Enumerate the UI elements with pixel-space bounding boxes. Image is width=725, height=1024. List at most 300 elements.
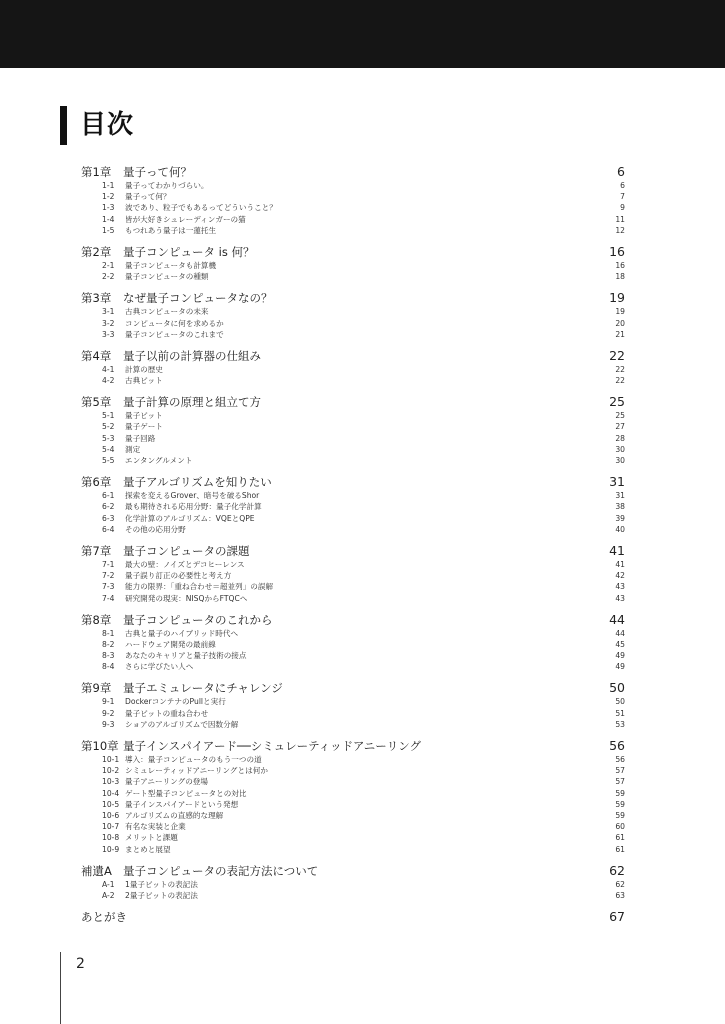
chapter-heading [81,290,273,306]
section-page-number: 21 [615,329,625,339]
chapter-entry[interactable] [81,394,625,410]
section-title: 古典と量子のハイブリッド時代へ [125,628,239,638]
chapter-page-number: 16 [609,243,625,259]
section-number: 8-3 [102,651,115,661]
chapter-title: 量子計算の原理と組立て方 [123,395,261,410]
chapter-entry[interactable] [81,164,625,180]
section-title: まとめと展望 [125,844,171,854]
section-heading [81,329,224,340]
toc-chapter [81,863,625,901]
section-number: 2-2 [102,272,115,282]
section-title: コンピュータに何を求めるか [125,318,224,328]
section-page-number: 43 [615,593,625,603]
toc-chapter [81,909,625,925]
section-title: 能力の限界：「重ね合わせ＝超並列」の誤解 [125,582,274,592]
section-page-number: 60 [615,822,625,832]
section-number: 3-2 [102,318,115,328]
section-heading [81,765,268,776]
section-page-number: 56 [615,755,625,764]
section-entry[interactable] [81,191,625,202]
section-number: 1-2 [102,192,115,202]
section-entry[interactable] [81,593,625,604]
chapter-heading [81,394,261,410]
section-heading [81,832,178,843]
section-page-number: 7 [620,192,625,202]
section-title: シミュレーティッドアニーリングとは何か [125,766,268,776]
page-number: 2 [76,956,85,972]
section-heading [81,650,247,661]
chapter-title: 量子コンピュータ is 何？ [123,244,255,259]
chapter-page-number: 6 [617,164,625,179]
section-entry[interactable] [81,719,625,730]
section-number: 7-4 [102,593,115,603]
section-title: 量子コンピュータのこれまで [125,329,224,339]
section-number: 10-5 [102,799,120,809]
section-page-number: 19 [615,307,625,317]
chapter-spacer [81,386,625,394]
section-number: 10-8 [102,833,120,843]
section-title: アルゴリズムの直感的な理解 [125,810,224,820]
section-title: 量子ビットの重ね合わせ [125,708,209,718]
section-entry[interactable] [81,879,625,890]
section-entry[interactable] [81,524,625,535]
section-page-number: 43 [615,582,625,592]
section-heading [81,271,209,282]
title-accent-bar [60,106,67,145]
section-page-number: 39 [615,513,625,523]
chapter-spacer [81,236,625,244]
section-page-number: 49 [615,651,625,661]
chapter-heading [81,738,421,754]
chapter-heading [81,612,273,628]
section-title: 計算の歴史 [125,364,163,374]
chapter-title: あとがき [81,910,127,925]
chapter-number: 第9章 [81,681,112,696]
chapter-title: 量子インスパイアード──シミュレーティッドアニーリング [123,739,422,753]
chapter-number: 第4章 [81,348,112,363]
section-page-number: 53 [615,719,625,729]
section-number: 7-1 [102,559,115,569]
section-title: 1量子ビットの表記法 [125,879,198,889]
section-number: 5-3 [102,433,115,443]
section-entry[interactable] [81,708,625,719]
section-entry[interactable] [81,318,625,329]
section-title: 化学計算のアルゴリズム：VQEとQPE [125,513,255,523]
section-entry[interactable] [81,559,625,570]
section-heading [81,810,223,821]
chapter-number: 第10章 [81,739,119,753]
chapter-spacer [81,901,625,909]
section-number: 5-5 [102,456,115,465]
section-page-number: 44 [615,628,625,638]
section-title: 古典コンピュータの未来 [125,307,209,317]
chapter-heading [81,543,250,559]
chapter-spacer [81,672,625,680]
chapter-page-number: 44 [609,611,625,627]
section-heading [81,559,245,570]
section-number: 1-4 [102,214,115,224]
section-entry[interactable] [81,214,625,225]
section-heading [81,776,208,787]
section-entry[interactable] [81,444,625,455]
section-title: 最も期待される応用分野：量子化学計算 [125,502,262,512]
section-number: 10-1 [102,755,120,764]
section-page-number: 61 [615,844,625,854]
toc-chapter [81,680,625,730]
section-heading [81,501,262,512]
section-title: 研究開発の現実：NISQからFTQCへ [125,593,248,603]
section-heading [81,318,224,329]
section-entry[interactable] [81,844,625,855]
section-heading [81,879,198,890]
section-heading [81,306,209,317]
section-heading [81,433,155,444]
toc-chapter [81,474,625,535]
chapter-title: 量子コンピュータの課題 [123,543,250,558]
section-title: 量子ってわかりづらい。 [125,181,209,190]
section-title: 量子ビット [125,411,163,421]
section-page-number: 61 [615,833,625,843]
section-page-number: 22 [615,364,625,374]
section-page-number: 20 [615,318,625,328]
section-number: 9-2 [102,708,115,718]
section-entry[interactable] [81,410,625,421]
section-entry[interactable] [81,765,625,776]
chapter-page-number: 25 [609,394,625,410]
section-number: 1-1 [102,181,115,190]
chapter-entry[interactable] [81,348,625,364]
section-entry[interactable] [81,832,625,843]
section-title: 導入：量子コンピュータのもう一つの道 [125,755,262,764]
section-number: 4-2 [102,376,115,386]
section-heading [81,890,198,901]
chapter-entry[interactable] [81,738,625,754]
section-page-number: 63 [615,890,625,900]
section-heading [81,754,262,765]
section-title: 量子アニーリングの登場 [125,777,208,787]
section-title: 古典ビット [125,376,163,386]
section-number: A-2 [102,890,115,900]
section-entry[interactable] [81,375,625,386]
section-page-number: 45 [615,639,625,649]
section-title: もつれあう量子は一蓮托生 [125,225,217,235]
section-number: 10-9 [102,844,120,854]
section-page-number: 49 [615,662,625,672]
section-heading [81,375,163,386]
section-title: ゲート型量子コンピュータとの対比 [125,788,247,798]
chapter-heading [81,680,283,696]
section-page-number: 62 [615,879,625,889]
section-page-number: 41 [615,559,625,569]
section-number: 4-1 [102,364,115,374]
section-title: ショアのアルゴリズムで因数分解 [125,719,239,729]
section-heading [81,444,140,455]
section-heading [81,260,216,271]
section-entry[interactable] [81,890,625,901]
section-heading [81,708,208,719]
section-page-number: 59 [615,810,625,820]
section-title: あなたのキャリアと量子技術の接点 [125,651,247,661]
section-entry[interactable] [81,754,625,765]
chapter-title: 量子エミュレータにチャレンジ [123,681,283,696]
section-title: 量子って何？ [125,192,171,202]
section-entry[interactable] [81,776,625,787]
chapter-entry[interactable] [81,863,625,879]
section-page-number: 18 [615,272,625,282]
section-entry[interactable] [81,490,625,501]
chapter-entry[interactable] [81,612,625,628]
toc-chapter [81,394,625,466]
section-title: ハードウェア開発の最前線 [125,639,216,649]
section-number: 5-2 [102,422,115,432]
toc-chapter [81,348,625,386]
chapter-page-number: 50 [609,680,625,696]
chapter-entry[interactable] [81,909,625,925]
section-title: 探索を変えるGrover、暗号を破るShor [125,491,260,501]
section-page-number: 42 [615,571,625,581]
chapter-entry[interactable] [81,543,625,559]
section-number: 6-1 [102,491,115,501]
section-page-number: 40 [615,524,625,534]
chapter-spacer [81,604,625,612]
section-title: メリットと課題 [125,833,178,843]
toc-chapter [81,290,625,340]
chapter-title: 量子って何？ [123,165,192,179]
section-entry[interactable] [81,650,625,661]
section-heading [81,490,259,501]
chapter-heading [81,244,255,260]
top-header-band [0,0,725,68]
section-heading [81,661,193,672]
section-page-number: 22 [615,376,625,386]
toc-chapter [81,612,625,673]
section-page-number: 30 [615,444,625,454]
section-heading [81,180,209,191]
section-heading [81,799,238,810]
section-page-number: 57 [615,766,625,776]
chapter-heading [81,863,318,879]
section-entry[interactable] [81,661,625,672]
section-number: 1-3 [102,203,115,213]
toc-chapter [81,738,625,855]
chapter-page-number: 56 [609,738,625,753]
section-entry[interactable] [81,202,625,213]
section-page-number: 51 [615,708,625,718]
section-title: 量子コンピュータの種類 [125,272,209,282]
section-heading [81,214,246,225]
section-number: 6-4 [102,524,115,534]
page-margin-rule [60,952,61,1024]
chapter-entry[interactable] [81,244,625,260]
section-number: 10-4 [102,788,120,798]
section-heading [81,225,216,236]
section-heading [81,364,163,375]
chapter-heading [81,348,261,364]
section-number: 3-1 [102,307,115,317]
section-number: 8-1 [102,628,115,638]
section-title: 量子コンピュータも計算機 [125,260,217,270]
section-title: さらに学びたい人へ [125,662,194,672]
toc-chapter [81,164,625,236]
section-page-number: 12 [615,225,625,235]
section-title: 皆が大好きシュレーディンガーの猫 [125,214,246,224]
section-heading [81,524,186,535]
section-heading [81,202,277,213]
section-number: 2-1 [102,260,115,270]
section-heading [81,719,238,730]
section-heading [81,628,238,639]
chapter-spacer [81,730,625,738]
section-page-number: 6 [620,181,625,190]
section-page-number: 27 [615,422,625,432]
section-number: 10-7 [102,822,120,832]
section-title: 最大の壁：ノイズとデコヒーレンス [125,559,245,569]
section-title: 波であり、粒子でもあるってどういうこと？ [125,203,277,213]
section-number: 5-1 [102,411,115,421]
section-number: 7-3 [102,582,115,592]
chapter-page-number: 41 [609,542,625,558]
chapter-heading [81,474,272,490]
section-number: 9-3 [102,719,115,729]
chapter-entry[interactable] [81,474,625,490]
section-entry[interactable] [81,260,625,271]
chapter-heading [81,164,192,180]
section-number: 7-2 [102,571,115,581]
section-entry[interactable] [81,821,625,832]
section-number: 3-3 [102,329,115,339]
section-page-number: 25 [615,411,625,421]
section-heading [81,570,231,581]
toc-chapter [81,244,625,282]
section-entry[interactable] [81,799,625,810]
chapter-number: 第7章 [81,543,112,558]
section-page-number: 11 [615,214,625,224]
section-page-number: 16 [615,260,625,270]
chapter-entry[interactable] [81,680,625,696]
section-heading [81,455,192,466]
chapter-page-number: 62 [609,862,625,878]
section-entry[interactable] [81,639,625,650]
section-entry[interactable] [81,628,625,639]
chapter-number: 第1章 [81,165,112,179]
section-entry[interactable] [81,421,625,432]
section-entry[interactable] [81,501,625,512]
section-entry[interactable] [81,433,625,444]
section-title: その他の応用分野 [125,524,186,534]
chapter-title: 量子コンピュータの表記方法について [123,863,319,878]
section-heading [81,410,163,421]
section-entry[interactable] [81,364,625,375]
section-entry[interactable] [81,306,625,317]
section-page-number: 59 [615,799,625,809]
chapter-spacer [81,855,625,863]
section-number: A-1 [102,879,115,889]
section-entry[interactable] [81,810,625,821]
section-heading [81,696,226,707]
section-entry[interactable] [81,271,625,282]
section-number: 8-4 [102,662,115,672]
section-number: 6-2 [102,502,115,512]
chapter-page-number: 67 [609,909,625,925]
section-page-number: 50 [615,697,625,707]
section-heading [81,513,255,524]
chapter-title: 量子アルゴリズムを知りたい [123,475,272,490]
section-entry[interactable] [81,180,625,191]
chapter-number: 第2章 [81,244,112,259]
chapter-spacer [81,535,625,543]
section-number: 1-5 [102,225,115,235]
section-entry[interactable] [81,570,625,581]
section-heading [81,593,247,604]
section-entry[interactable] [81,696,625,707]
chapter-spacer [81,282,625,290]
toc-chapter [81,543,625,604]
section-heading [81,821,186,832]
section-title: 測定 [125,444,141,454]
section-entry[interactable] [81,329,625,340]
chapter-title: なぜ量子コンピュータなの？ [123,291,273,306]
section-number: 10-3 [102,777,120,787]
section-page-number: 28 [615,433,625,443]
section-title: 有名な実装と企業 [125,822,186,832]
section-entry[interactable] [81,513,625,524]
section-number: 6-3 [102,513,115,523]
section-title: 量子誤り訂正の必要性と考え方 [125,571,232,581]
section-entry[interactable] [81,225,625,236]
chapter-page-number: 31 [609,474,625,490]
section-page-number: 9 [620,203,625,213]
chapter-heading [81,909,127,925]
section-title: 量子回路 [125,433,156,443]
chapter-spacer [81,466,625,474]
section-heading [81,191,171,202]
chapter-spacer [81,340,625,348]
chapter-page-number: 19 [609,290,625,306]
chapter-page-number: 22 [609,347,625,363]
chapter-number: 第8章 [81,612,112,627]
section-number: 5-4 [102,444,115,454]
section-number: 10-6 [102,810,120,820]
chapter-number: 補遺A [81,863,112,878]
section-heading [81,581,273,592]
section-page-number: 38 [615,502,625,512]
section-page-number: 59 [615,788,625,798]
chapter-title: 量子コンピュータのこれから [123,612,273,627]
chapter-entry[interactable] [81,290,625,306]
section-number: 10-2 [102,766,120,776]
section-entry[interactable] [81,581,625,592]
section-entry[interactable] [81,455,625,466]
section-page-number: 57 [615,777,625,787]
section-page-number: 31 [615,491,625,501]
chapter-number: 第5章 [81,395,112,410]
section-number: 8-2 [102,639,115,649]
section-number: 9-1 [102,697,115,707]
section-title: 量子ゲート [125,422,163,432]
section-title: 量子インスパイアードという発想 [125,799,239,809]
page-title: 目次 [80,110,135,140]
section-title: エンタングルメント [125,456,193,465]
section-entry[interactable] [81,788,625,799]
chapter-number: 第3章 [81,291,112,306]
section-heading [81,639,216,650]
section-title: DockerコンテナのPullと実行 [125,697,226,707]
chapter-title: 量子以前の計算器の仕組み [123,348,261,363]
chapter-number: 第6章 [81,475,112,490]
section-heading [81,844,171,855]
section-page-number: 30 [615,456,625,465]
section-title: 2量子ビットの表記法 [125,890,198,900]
